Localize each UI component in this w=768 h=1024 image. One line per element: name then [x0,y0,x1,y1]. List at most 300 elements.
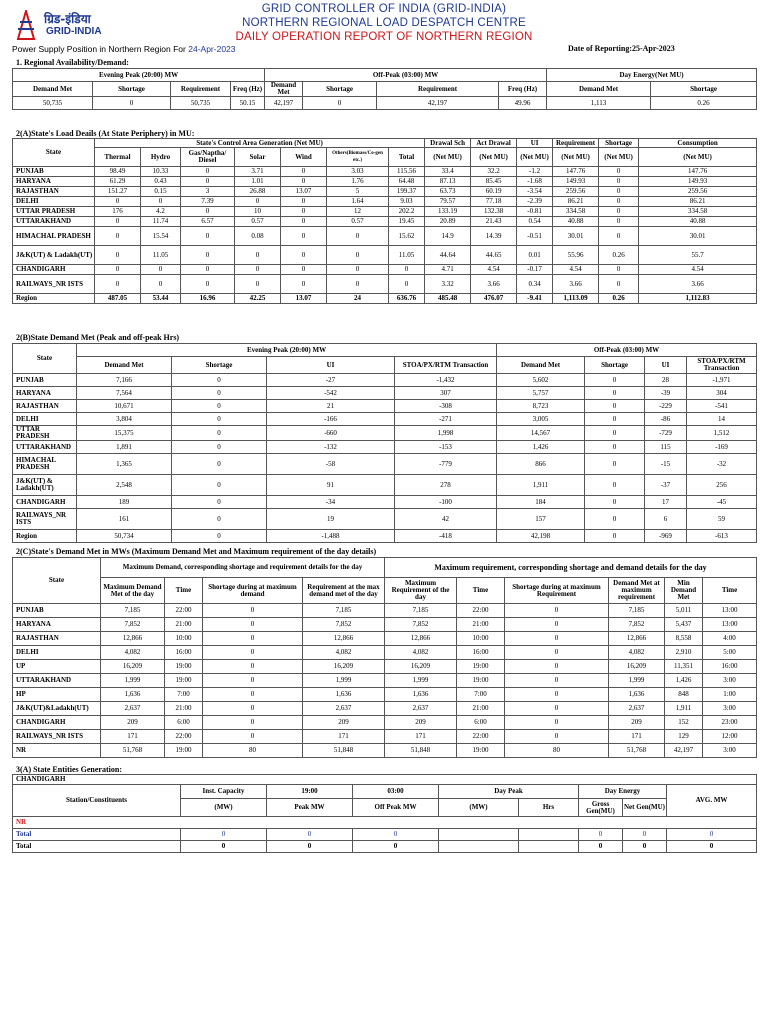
value-cell: -2.39 [517,197,553,207]
value-cell: 487.05 [95,294,141,304]
value-cell: 15.62 [389,227,425,246]
value-cell: 19 [267,509,395,530]
s2c-state-header: State [13,558,101,604]
s1-cell: 42,197 [265,97,303,110]
table-row [13,454,757,475]
value-cell: 53.44 [141,294,181,304]
s2c-col-header: Shortage during at maximum demand [203,578,303,604]
value-cell: 0 [599,207,639,217]
s2b-evening-header: Evening Peak (20:00) MW [77,344,497,357]
state-name-cell: Region [13,530,77,543]
value-cell: 1,113.09 [553,294,599,304]
value-cell: 1,891 [77,441,172,454]
s1-col-header: Demand Met [13,82,93,97]
table-row [13,275,757,294]
value-cell: 171 [609,730,665,744]
table-row [13,688,757,702]
state-name-cell: RAJASTHAN [13,400,77,413]
value-cell: 0 [172,387,267,400]
value-cell: 2,548 [77,475,172,496]
value-cell: 0 [505,702,609,716]
value-cell: 0 [141,265,181,275]
value-cell: -166 [267,413,395,426]
value-cell: 19.45 [389,217,425,227]
value-cell: 14,567 [497,426,585,441]
s2c-col-header: Time [703,578,757,604]
value-cell: -1,432 [395,374,497,387]
value-cell: 0 [505,660,609,674]
table-row [13,660,757,674]
value-cell: -37 [645,475,687,496]
value-cell: 10 [235,207,281,217]
value-cell: 12:00 [703,730,757,744]
value-cell: 199.37 [389,187,425,197]
value-cell: 0 [95,275,141,294]
value-cell: 4:00 [703,632,757,646]
value-cell: 19:00 [165,674,203,688]
value-cell: 14.9 [425,227,471,246]
total-cell: 0 [579,829,623,841]
s3a-sub-header: Net Gen(MU) [623,799,667,817]
state-name-cell: RAJASTHAN [13,632,101,646]
value-cell: 0 [235,246,281,265]
value-cell: 28 [645,374,687,387]
state-name-cell: RAILWAYS_NR ISTS [13,730,101,744]
table-row [13,475,757,496]
value-cell: -153 [395,441,497,454]
state-name-cell: CHANDIGARH [13,716,101,730]
s3a-sub-header: Gross Gen(MU) [579,799,623,817]
value-cell: 209 [609,716,665,730]
value-cell: 0 [505,646,609,660]
value-cell: 0 [181,265,235,275]
value-cell: 0 [599,227,639,246]
state-name-cell: RAJASTHAN [13,187,95,197]
value-cell: 1,911 [497,475,585,496]
table-row [13,177,757,187]
value-cell: 132.38 [471,207,517,217]
value-cell: 3.71 [235,167,281,177]
value-cell: 0 [203,674,303,688]
s2a-ui-header: UI [517,139,553,148]
s2b-col-header: Demand Met [497,357,585,374]
value-cell: -45 [687,496,757,509]
table-row [13,227,757,246]
total-cell [439,841,519,853]
value-cell: 0 [505,632,609,646]
table-row [13,413,757,426]
value-cell: 16,209 [609,660,665,674]
s1-cell: 42,197 [377,97,499,110]
value-cell: 3.66 [471,275,517,294]
supply-position-line [12,44,236,54]
table-row [13,197,757,207]
value-cell: 4,082 [385,646,457,660]
value-cell: 0 [599,187,639,197]
value-cell: -0.51 [517,227,553,246]
value-cell: 33.4 [425,167,471,177]
value-cell: 0 [181,246,235,265]
value-cell: 133.19 [425,207,471,217]
total-cell: 0 [181,829,267,841]
s3a-station-header: Station/Constituents [13,785,181,817]
value-cell: 42 [395,509,497,530]
value-cell: 1,365 [77,454,172,475]
value-cell: 16,209 [303,660,385,674]
s1-col-header: Shortage [651,82,757,97]
s2a-consumption-header: Consumption [639,139,757,148]
value-cell: 5,757 [497,387,585,400]
table-row [13,674,757,688]
value-cell: 21:00 [457,618,505,632]
value-cell: 147.76 [639,167,757,177]
value-cell: 16:00 [165,646,203,660]
value-cell: 13:00 [703,604,757,618]
s3a-top-header: 19:00 [267,785,353,799]
value-cell: 0 [235,265,281,275]
value-cell: 2,637 [385,702,457,716]
value-cell: 91 [267,475,395,496]
value-cell: 2,637 [303,702,385,716]
value-cell: 21:00 [165,618,203,632]
state-name-cell: UTTAR PRADESH [13,207,95,217]
value-cell: 209 [385,716,457,730]
value-cell: 1.76 [327,177,389,187]
s2c-col-header: Demand Met at maximum requirement [609,578,665,604]
value-cell: 8,723 [497,400,585,413]
value-cell: 10:00 [165,632,203,646]
value-cell: 171 [303,730,385,744]
total-cell [439,829,519,841]
value-cell: 0 [599,265,639,275]
value-cell: 0.54 [517,217,553,227]
value-cell: 4.54 [553,265,599,275]
total-cell: 0 [267,841,353,853]
reporting-date: Date of Reporting:25-Apr-2023 [568,44,675,53]
table-row [13,702,757,716]
value-cell: 0 [203,716,303,730]
s1-cell: 0 [93,97,171,110]
value-cell: 22:00 [165,730,203,744]
s1-cell: 50,735 [171,97,231,110]
value-cell: 0 [585,400,645,413]
value-cell: 0.57 [327,217,389,227]
value-cell: -1.68 [517,177,553,187]
value-cell: 2,910 [665,646,703,660]
value-cell: 4.71 [425,265,471,275]
value-cell: 115 [645,441,687,454]
value-cell: 5:00 [703,646,757,660]
s1-cell: 0.26 [651,97,757,110]
total-cell: 0 [667,841,757,853]
value-cell: 0 [95,227,141,246]
value-cell: 63.73 [425,187,471,197]
value-cell: -229 [645,400,687,413]
value-cell: 149.93 [553,177,599,187]
section-3a-title: 3(A) State Entities Generation: [16,765,122,774]
value-cell: 1,512 [687,426,757,441]
s1-col-header: Demand Met [265,82,303,97]
value-cell: 0 [95,217,141,227]
s1-col-header: Demand Met [547,82,651,97]
value-cell: 7:00 [457,688,505,702]
state-name-cell: RAILWAYS_NR ISTS [13,275,95,294]
s2a-unit-header: (Net MU) [425,148,471,167]
state-name-cell: HP [13,688,101,702]
value-cell: 476.07 [471,294,517,304]
section-2c-title: 2(C)State's Demand Met in MWs (Maximum Demand Met and Maximum requirement of the day details) [16,547,377,556]
s1-col-header: Shortage [93,82,171,97]
value-cell: 0 [141,197,181,207]
s2c-col-header: Min Demand Met [665,578,703,604]
value-cell: 4.54 [639,265,757,275]
s3a-sub-header: Off Peak MW [353,799,439,817]
state-name-cell: DELHI [13,413,77,426]
value-cell: 147.76 [553,167,599,177]
value-cell: 0 [505,674,609,688]
value-cell: 42,198 [497,530,585,543]
value-cell: 0 [505,730,609,744]
value-cell: 0 [585,509,645,530]
state-name-cell: HARYANA [13,177,95,187]
s2c-col-header: Maximum Demand Met of the day [101,578,165,604]
value-cell: 0 [203,702,303,716]
value-cell: 0 [585,530,645,543]
table-row [13,400,757,413]
value-cell: 0 [172,530,267,543]
section-2b-title: 2(B)State Demand Met (Peak and off-peak Hrs) [16,333,180,342]
s3a-top-header: Day Peak [439,785,579,799]
value-cell: 1,636 [609,688,665,702]
value-cell: 6 [645,509,687,530]
value-cell: 0.08 [235,227,281,246]
state-load-details-table [12,138,757,304]
value-cell: 16,209 [385,660,457,674]
value-cell: 10:00 [457,632,505,646]
s1-group: Evening Peak (20:00) MW [13,69,265,82]
value-cell: 51,848 [303,744,385,758]
s2c-col-header: Time [165,578,203,604]
value-cell: 0 [203,632,303,646]
value-cell: 16,209 [101,660,165,674]
value-cell: 0 [203,646,303,660]
value-cell: 202.2 [389,207,425,217]
value-cell: 0 [181,227,235,246]
s2b-col-header: STOA/PX/RTM Transaction [395,357,497,374]
value-cell: 61.29 [95,177,141,187]
value-cell: 8,558 [665,632,703,646]
value-cell: 44.64 [425,246,471,265]
value-cell: -32 [687,454,757,475]
value-cell: 1,636 [101,688,165,702]
value-cell: -542 [267,387,395,400]
value-cell: 6.57 [181,217,235,227]
value-cell: 1,636 [303,688,385,702]
s3a-avg-header: AVG. MW [667,785,757,817]
state-demand-met-table [12,343,757,543]
value-cell: -613 [687,530,757,543]
value-cell: 6:00 [165,716,203,730]
value-cell: 848 [665,688,703,702]
s2a-state-header: State [13,139,95,167]
value-cell: 16:00 [457,646,505,660]
value-cell: 3:00 [703,744,757,758]
value-cell: 11.74 [141,217,181,227]
value-cell: 0 [203,730,303,744]
value-cell: 22:00 [165,604,203,618]
state-name-cell: PUNJAB [13,604,101,618]
value-cell: 0 [172,374,267,387]
value-cell: 0 [281,207,327,217]
value-cell: 19:00 [457,674,505,688]
state-name-cell: Region [13,294,95,304]
table-row [13,441,757,454]
value-cell: 55.96 [553,246,599,265]
value-cell: 60.19 [471,187,517,197]
value-cell: 3,804 [77,413,172,426]
value-cell: 16:00 [703,660,757,674]
value-cell: 12,866 [609,632,665,646]
value-cell: 0 [203,618,303,632]
value-cell: 32.2 [471,167,517,177]
value-cell: -660 [267,426,395,441]
s2a-gen-col-header: Others(Biomass/Co-gen etc.) [327,148,389,167]
s3a-entity-name: CHANDIGARH [13,775,757,785]
value-cell: 5,437 [665,618,703,632]
value-cell: 19:00 [457,744,505,758]
value-cell: 0 [203,604,303,618]
value-cell: 9.03 [389,197,425,207]
value-cell: 3.66 [639,275,757,294]
value-cell: 0 [181,275,235,294]
value-cell: 0 [585,496,645,509]
value-cell: 24 [327,294,389,304]
value-cell: 11.05 [389,246,425,265]
value-cell: 3:00 [703,674,757,688]
table-row [13,217,757,227]
s2a-gen-col-header: Hydro [141,148,181,167]
value-cell: 152 [665,716,703,730]
total-label: Total [13,829,181,841]
table-row [13,387,757,400]
s1-cell: 50.15 [231,97,265,110]
value-cell: 0 [327,246,389,265]
total-label: Total [13,841,181,853]
table-row [13,744,757,758]
state-name-cell: HIMACHAL PRADESH [13,454,77,475]
s2b-col-header: STOA/PX/RTM Transaction [687,357,757,374]
s1-col-header: Freq (Hz) [231,82,265,97]
s3a-top-header: 03:00 [353,785,439,799]
s2b-col-header: UI [267,357,395,374]
value-cell: 7,185 [303,604,385,618]
value-cell: 259.56 [639,187,757,197]
value-cell: 3.03 [327,167,389,177]
value-cell: 189 [77,496,172,509]
value-cell: -1,971 [687,374,757,387]
s2a-drawal-sch-header: Drawal Sch [425,139,471,148]
state-name-cell: PUNJAB [13,167,95,177]
state-name-cell: CHANDIGARH [13,265,95,275]
value-cell: 12,866 [101,632,165,646]
s1-col-header: Shortage [303,82,377,97]
state-name-cell: HARYANA [13,387,77,400]
value-cell: 6:00 [457,716,505,730]
value-cell: -1,488 [267,530,395,543]
state-name-cell: J&K(UT) & Ladakh(UT) [13,246,95,265]
table-row [13,646,757,660]
value-cell: 0 [95,246,141,265]
value-cell: 0.26 [599,294,639,304]
value-cell: 40.88 [639,217,757,227]
value-cell: 13.07 [281,187,327,197]
value-cell: -1.2 [517,167,553,177]
total-cell: 0 [353,841,439,853]
value-cell: 13:00 [703,618,757,632]
value-cell: 0 [172,475,267,496]
value-cell: 0 [181,177,235,187]
value-cell: 0 [172,413,267,426]
value-cell: 0.15 [141,187,181,197]
state-name-cell: J&K(UT)&Ladakh(UT) [13,702,101,716]
value-cell: 79.57 [425,197,471,207]
value-cell: 1,636 [385,688,457,702]
s2b-offpeak-header: Off-Peak (03:00) MW [497,344,757,357]
value-cell: 0 [281,265,327,275]
value-cell: 23:00 [703,716,757,730]
regional-availability-table [12,68,757,110]
value-cell: -969 [645,530,687,543]
total-cell: 0 [623,829,667,841]
total-cell: 0 [667,829,757,841]
value-cell: 21:00 [457,702,505,716]
s1-col-header: Requirement [171,82,231,97]
value-cell: 0 [585,475,645,496]
total-cell [519,841,579,853]
value-cell: 59 [687,509,757,530]
state-name-cell: UTTARAKHAND [13,441,77,454]
value-cell: 30.01 [553,227,599,246]
value-cell: 209 [303,716,385,730]
value-cell: 0 [172,454,267,475]
value-cell: -729 [645,426,687,441]
value-cell: 19:00 [165,660,203,674]
value-cell: 21.43 [471,217,517,227]
value-cell: 0 [281,217,327,227]
s3a-nr-label: NR [13,817,757,829]
value-cell: 866 [497,454,585,475]
value-cell: 0 [172,426,267,441]
state-entities-generation-table [12,774,757,853]
s3a-sub-header: Peak MW [267,799,353,817]
value-cell: 115.56 [389,167,425,177]
value-cell: 161 [77,509,172,530]
total-cell: 0 [353,829,439,841]
value-cell: -271 [395,413,497,426]
table-row [13,294,757,304]
value-cell: 12,866 [385,632,457,646]
value-cell: 0 [203,688,303,702]
state-name-cell: UTTARAKHAND [13,674,101,688]
value-cell: -132 [267,441,395,454]
value-cell: 77.18 [471,197,517,207]
value-cell: 21:00 [165,702,203,716]
value-cell: 11.05 [141,246,181,265]
value-cell: 5 [327,187,389,197]
value-cell: 184 [497,496,585,509]
value-cell: 0 [599,217,639,227]
value-cell: 50,734 [77,530,172,543]
